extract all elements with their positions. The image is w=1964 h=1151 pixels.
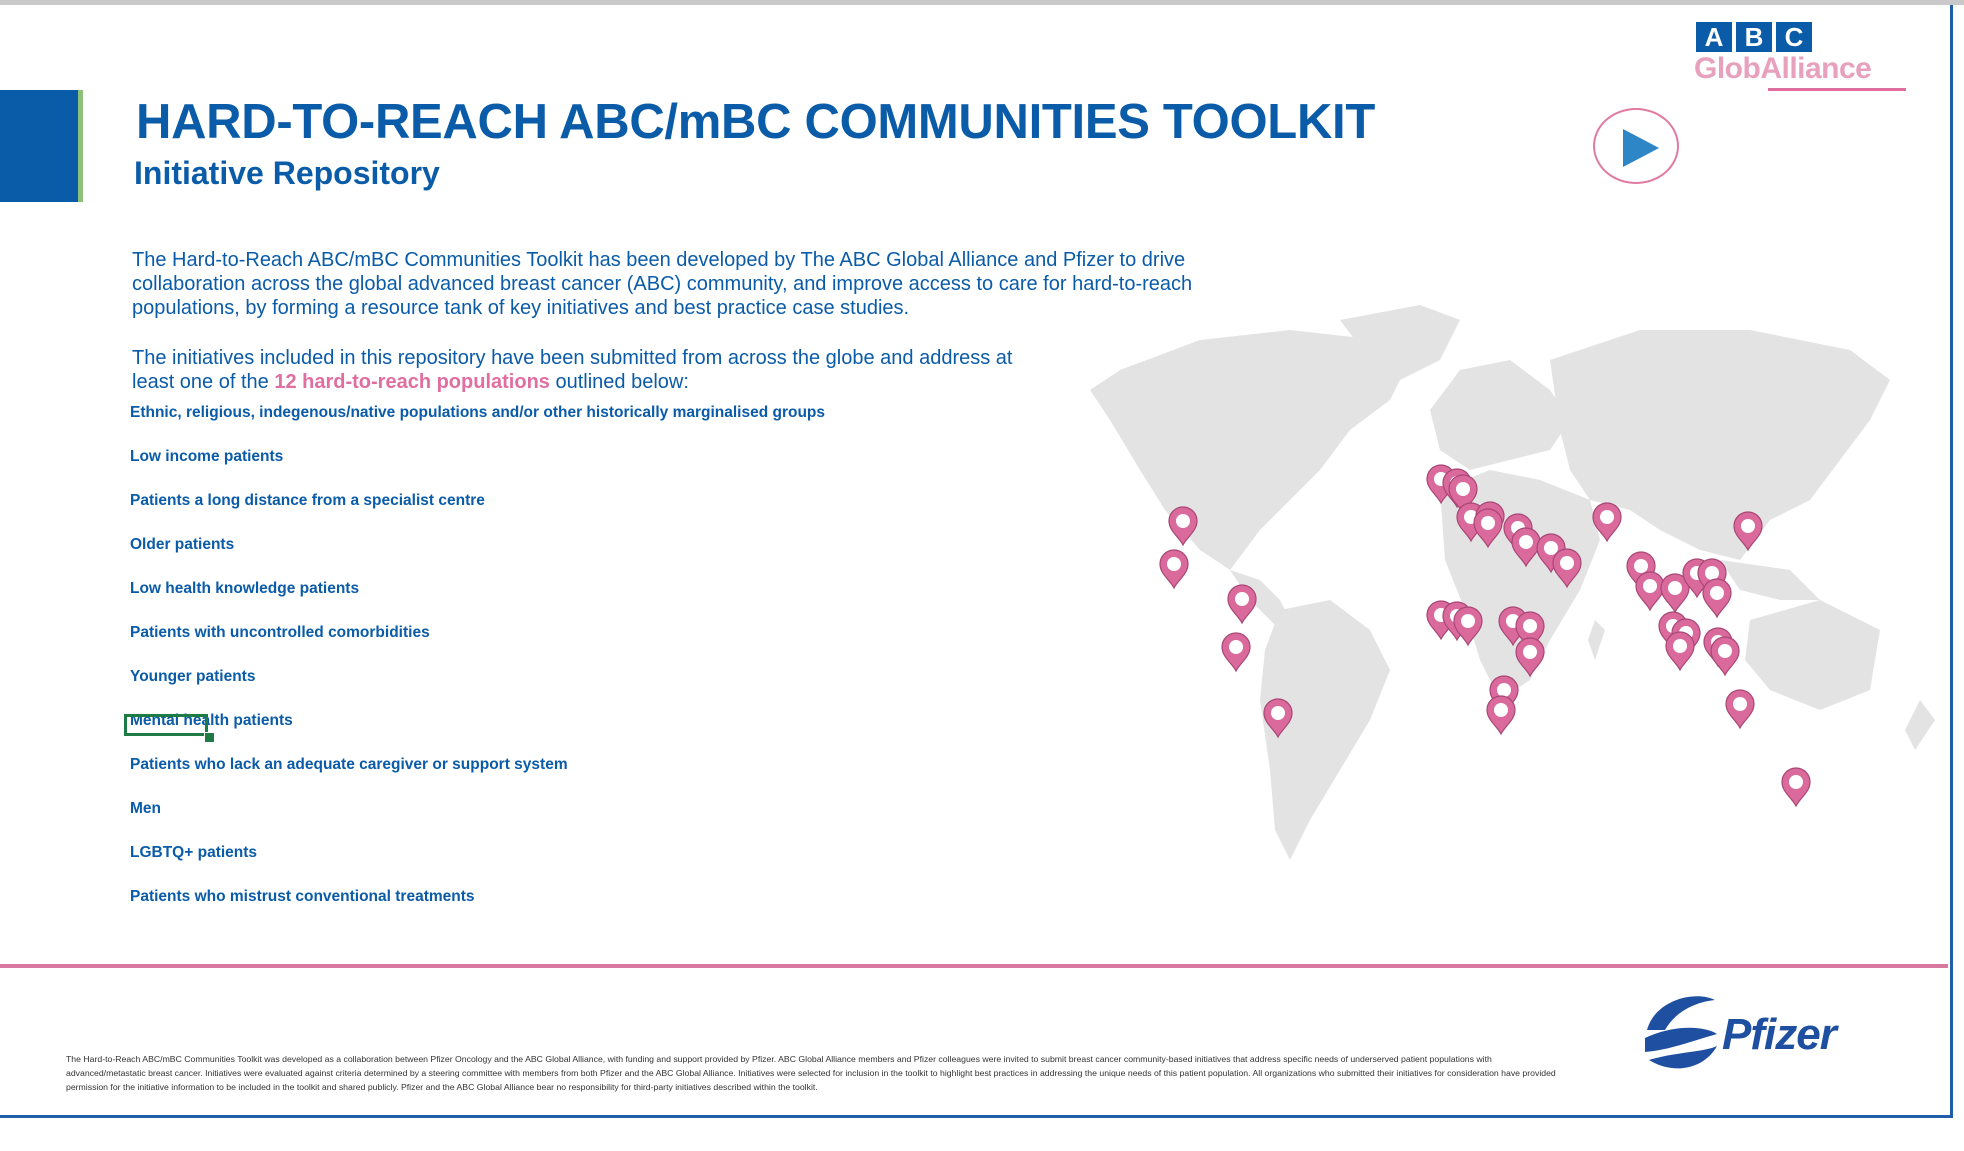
map-europe xyxy=(1430,360,1570,470)
map-pin-icon[interactable] xyxy=(1160,550,1188,588)
population-item-mental-health[interactable]: Mental health patients xyxy=(130,712,293,729)
logo-letter-c: C xyxy=(1776,22,1812,52)
map-se-asia xyxy=(1720,560,1820,600)
map-pin-icon[interactable] xyxy=(1782,768,1810,806)
world-map xyxy=(990,300,1940,900)
footer-divider xyxy=(0,964,1948,968)
page-title: HARD-TO-REACH ABC/mBC COMMUNITIES TOOLKIT xyxy=(136,95,1375,149)
abc-global-alliance-logo-text: GlobAlliance xyxy=(1694,52,1872,85)
selected-cell-outline xyxy=(124,714,208,736)
page-subtitle: Initiative Repository xyxy=(134,155,440,191)
population-item-younger[interactable]: Younger patients xyxy=(130,668,256,685)
map-pin-icon[interactable] xyxy=(1711,637,1739,675)
map-pin-icon[interactable] xyxy=(1636,572,1664,610)
title-accent-bar xyxy=(0,90,78,202)
map-pin-icon[interactable] xyxy=(1703,579,1731,617)
population-item-men[interactable]: Men xyxy=(130,800,161,817)
logo-letter-b: B xyxy=(1736,22,1772,52)
title-accent-stripe xyxy=(78,90,83,202)
map-pin-icon[interactable] xyxy=(1666,632,1694,670)
population-item-caregiver[interactable]: Patients who lack an adequate caregiver or support system xyxy=(130,756,568,773)
logo-letter-a: A xyxy=(1696,22,1732,52)
population-item-comorbidities[interactable]: Patients with uncontrolled comorbidities xyxy=(130,624,430,641)
pfizer-logo-text: Pfizer xyxy=(1722,1010,1836,1059)
map-north-america xyxy=(1090,330,1410,570)
population-item-low-health-knowledge[interactable]: Low health knowledge patients xyxy=(130,580,360,597)
population-item-older[interactable]: Older patients xyxy=(130,536,235,553)
populations-highlight: 12 hard-to-reach populations xyxy=(274,371,550,393)
map-pin-icon[interactable] xyxy=(1228,585,1256,623)
map-pin-icon[interactable] xyxy=(1222,633,1250,671)
map-australia xyxy=(1745,600,1880,710)
map-pin-icon[interactable] xyxy=(1726,690,1754,728)
population-item-mistrust[interactable]: Patients who mistrust conventional treatments xyxy=(130,888,475,905)
intro-text-after: outlined below: xyxy=(549,371,689,393)
play-button[interactable] xyxy=(1593,108,1679,184)
play-icon xyxy=(1621,128,1661,168)
intro-text-before: The initiatives included in this repository have been submitted from across the globe and address at least one of the xyxy=(132,347,1013,393)
map-pin-icon[interactable] xyxy=(1487,696,1515,734)
map-new-zealand xyxy=(1905,700,1935,750)
footer-disclaimer: The Hard-to-Reach ABC/mBC Communities Toolkit was developed as a collaboration between Pfizer Oncology and the ABC Global Alliance, with funding and support provided by Pfizer. ABC Global Alliance members and Pfizer colleagues were invited to submit breast cancer community-based initiatives that address specific needs of underserved patient populations with advanced/metastatic breast cancer. Initiatives were evaluated against criteria determined by a steering committee with members from both Pfizer and the ABC Global Alliance. Initiatives were selected for inclusion in the toolkit to highlight best practices in addressing the unique needs of this patient population. All organizations who submitted their initiatives for consideration have provided permission for the initiative information to be included in the toolkit and shared publicly. Pfizer and the ABC Global Alliance bear no responsibility for third-party initiatives described within the toolkit. xyxy=(66,1054,1556,1092)
map-madagascar xyxy=(1588,620,1605,660)
cell-fill-handle[interactable] xyxy=(204,732,215,743)
population-item-long-distance[interactable]: Patients a long distance from a specialist centre xyxy=(130,492,485,509)
abc-logo-letters xyxy=(1696,22,1812,52)
intro-paragraph-populations xyxy=(132,346,1032,394)
population-item-ethnic[interactable]: Ethnic, religious, indegenous/native populations and/or other historically marginalised groups xyxy=(130,404,826,421)
population-item-low-income[interactable]: Low income patients xyxy=(130,448,284,465)
population-item-lgbtq[interactable]: LGBTQ+ patients xyxy=(130,844,258,861)
intro-paragraph: The Hard-to-Reach ABC/mBC Communities Toolkit has been developed by The ABC Global Alliance and Pfizer to drive collaboration across the global advanced breast cancer (ABC) community, and improve access to care for hard-to-reach populations, by forming a resource tank of key initiatives and best practice case studies. xyxy=(132,249,1193,319)
logo-underline xyxy=(1768,88,1906,91)
